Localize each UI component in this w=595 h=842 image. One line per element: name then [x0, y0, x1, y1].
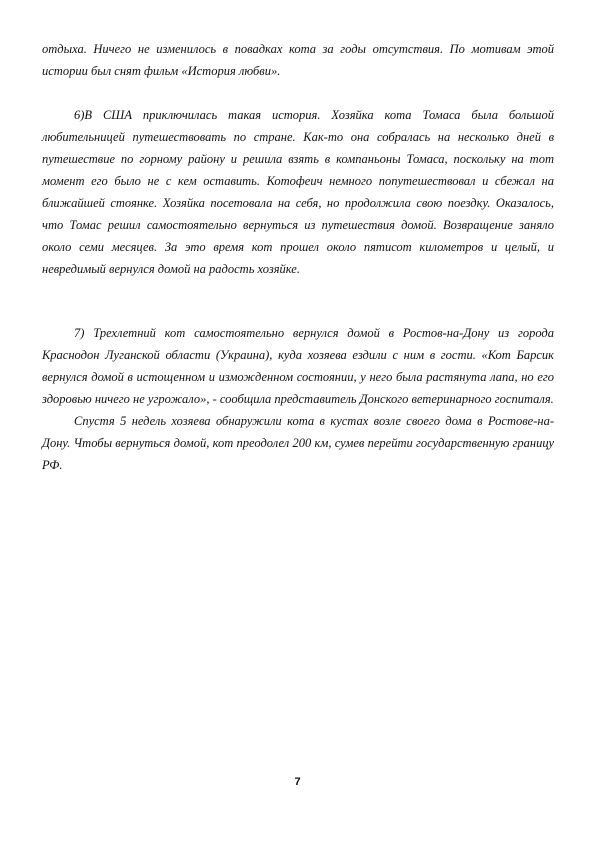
paragraph-story-7: 7) Трехлетний кот самостоятельно вернулся домой в Ростов-на-Дону из города Краснодон Луганской области (Украина), куда хозяева ездили с ним в гости. «Кот Барсик вернулся домой в истощенном и изможденном состоянии, у него была растянута лапа, но его здоровью ничего не угрожало», - сообщила представитель Донского ветеринарного госпиталя.: [42, 326, 554, 406]
paragraph-continuation: отдыха. Ничего не изменилось в повадках кота за годы отсутствия. По мотивам этой истории был снят фильм «История любви».: [42, 42, 554, 78]
paragraph-block-story-7: [42, 322, 554, 476]
paragraph-block-continuation: [42, 38, 554, 82]
paragraph-story-7-continued: Спустя 5 недель хозяева обнаружили кота в кустах возле своего дома в Ростове-на-Дону. Чтобы вернуться домой, кот преодолел 200 км, сумев перейти государственную границу РФ.: [42, 414, 554, 472]
page-number: 7: [294, 776, 301, 788]
paragraph-story-6: 6)В США приключилась такая история. Хозяйка кота Томаса была большой любительницей путешествовать по стране. Как-то она собралась на несколько дней в путешествие по горному району и решила взять в компаньоны Томаса, поскольку на тот момент его было не с кем оставить. Котофеич немного попутешествовал и сбежал на ближайшей стоянке. Хозяйка посетовала на себя, но продолжила свою поездку. Оказалось, что Томас решил самостоятельно вернуться из путешествия домой. Возвращение заняло около семи месяцев. За это время кот прошел около пятисот километров и целый, и невредимый вернулся домой на радость хозяйке.: [42, 108, 554, 276]
paragraph-block-story-6: [42, 104, 554, 280]
